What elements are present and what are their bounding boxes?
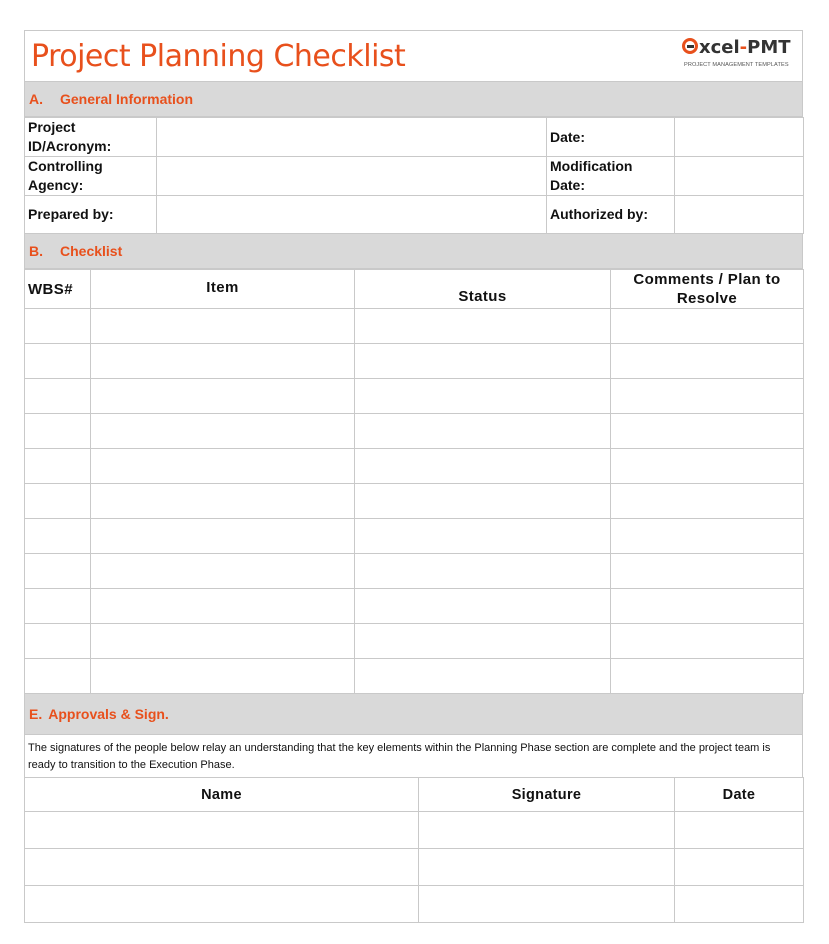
checklist-row	[25, 449, 804, 484]
checklist-cell-status[interactable]	[355, 659, 611, 694]
checklist-cell-wbs[interactable]	[25, 309, 91, 344]
title-row	[24, 30, 803, 82]
checklist-cell-status[interactable]	[355, 449, 611, 484]
checklist-cell-wbs[interactable]	[25, 589, 91, 624]
checklist-sheet	[24, 30, 803, 923]
info-label-authorized-by: Authorized by:	[547, 196, 675, 234]
approvals-description: The signatures of the people below relay an understanding that the key elements within the Planning Phase section are complete and the project team is ready to transition to the Execution Phase.	[24, 735, 803, 777]
checklist-cell-item[interactable]	[91, 344, 355, 379]
info-label-prepared-by: Prepared by:	[25, 196, 157, 234]
signature-row	[25, 849, 804, 886]
signature-cell-name[interactable]	[25, 886, 419, 923]
checklist-row	[25, 519, 804, 554]
checklist-cell-status[interactable]	[355, 309, 611, 344]
checklist-cell-comments[interactable]	[611, 624, 804, 659]
checklist-cell-status[interactable]	[355, 379, 611, 414]
checklist-cell-wbs[interactable]	[25, 519, 91, 554]
checklist-row	[25, 659, 804, 694]
section-heading: Approvals & Sign.	[48, 706, 169, 722]
info-field-project-id[interactable]	[157, 118, 547, 157]
checklist-cell-item[interactable]	[91, 414, 355, 449]
checklist-cell-comments[interactable]	[611, 589, 804, 624]
info-field-controlling-agency[interactable]	[157, 157, 547, 196]
signature-cell-date[interactable]	[675, 812, 804, 849]
info-field-date[interactable]	[675, 118, 804, 157]
checklist-cell-wbs[interactable]	[25, 449, 91, 484]
info-field-modification-date[interactable]	[675, 157, 804, 196]
checklist-cell-status[interactable]	[355, 624, 611, 659]
section-letter: E.	[29, 706, 43, 722]
checklist-cell-wbs[interactable]	[25, 484, 91, 519]
signature-cell-date[interactable]	[675, 849, 804, 886]
info-row	[25, 196, 804, 234]
checklist-cell-comments[interactable]	[611, 659, 804, 694]
column-header-item: Item	[91, 270, 355, 309]
checklist-header-row	[25, 270, 804, 309]
signature-body	[25, 812, 804, 923]
signature-row	[25, 812, 804, 849]
checklist-row	[25, 624, 804, 659]
general-information-table	[24, 117, 804, 234]
checklist-cell-comments[interactable]	[611, 554, 804, 589]
section-letter: A.	[29, 91, 43, 107]
checklist-cell-status[interactable]	[355, 554, 611, 589]
signature-cell-signature[interactable]	[419, 849, 675, 886]
section-heading: General Information	[60, 91, 194, 107]
logo-tagline: PROJECT MANAGEMENT TEMPLATES	[684, 62, 789, 68]
section-letter: B.	[29, 243, 43, 259]
info-row	[25, 118, 804, 157]
signature-header-row	[25, 778, 804, 812]
info-field-prepared-by[interactable]	[157, 196, 547, 234]
checklist-cell-item[interactable]	[91, 589, 355, 624]
checklist-cell-item[interactable]	[91, 624, 355, 659]
checklist-cell-wbs[interactable]	[25, 659, 91, 694]
logo-wordmark: xcel-PMT	[682, 37, 791, 58]
checklist-cell-comments[interactable]	[611, 519, 804, 554]
signature-cell-signature[interactable]	[419, 812, 675, 849]
checklist-cell-item[interactable]	[91, 554, 355, 589]
checklist-cell-status[interactable]	[355, 344, 611, 379]
checklist-row	[25, 589, 804, 624]
section-general-information-header	[24, 82, 803, 117]
signature-cell-name[interactable]	[25, 812, 419, 849]
checklist-cell-item[interactable]	[91, 309, 355, 344]
column-header-comments: Comments / Plan to Resolve	[611, 270, 804, 309]
column-header-wbs: WBS#	[25, 270, 91, 309]
checklist-cell-status[interactable]	[355, 519, 611, 554]
checklist-cell-comments[interactable]	[611, 414, 804, 449]
checklist-cell-comments[interactable]	[611, 309, 804, 344]
checklist-row	[25, 484, 804, 519]
info-label-date: Date:	[547, 118, 675, 157]
info-row	[25, 157, 804, 196]
signature-cell-date[interactable]	[675, 886, 804, 923]
checklist-cell-wbs[interactable]	[25, 414, 91, 449]
checklist-cell-comments[interactable]	[611, 379, 804, 414]
section-heading: Checklist	[60, 243, 123, 259]
checklist-cell-item[interactable]	[91, 659, 355, 694]
checklist-cell-status[interactable]	[355, 414, 611, 449]
checklist-cell-wbs[interactable]	[25, 344, 91, 379]
checklist-cell-item[interactable]	[91, 519, 355, 554]
checklist-cell-item[interactable]	[91, 484, 355, 519]
checklist-row	[25, 379, 804, 414]
column-header-signature: Signature	[419, 778, 675, 812]
logo-e-icon	[682, 38, 698, 54]
checklist-row	[25, 309, 804, 344]
signature-cell-name[interactable]	[25, 849, 419, 886]
checklist-cell-comments[interactable]	[611, 449, 804, 484]
checklist-cell-status[interactable]	[355, 589, 611, 624]
checklist-cell-wbs[interactable]	[25, 624, 91, 659]
checklist-cell-item[interactable]	[91, 379, 355, 414]
page-title: Project Planning Checklist	[31, 39, 406, 74]
checklist-cell-item[interactable]	[91, 449, 355, 484]
signature-cell-signature[interactable]	[419, 886, 675, 923]
info-label-modification-date: Modification Date:	[547, 157, 675, 196]
brand-logo	[682, 37, 792, 71]
checklist-cell-status[interactable]	[355, 484, 611, 519]
checklist-row	[25, 344, 804, 379]
checklist-row	[25, 554, 804, 589]
column-header-date: Date	[675, 778, 804, 812]
section-approvals-header	[24, 694, 803, 735]
checklist-body	[25, 309, 804, 694]
checklist-cell-wbs[interactable]	[25, 379, 91, 414]
signature-table	[24, 777, 804, 923]
column-header-name: Name	[25, 778, 419, 812]
info-label-controlling-agency: Controlling Agency:	[25, 157, 157, 196]
info-field-authorized-by[interactable]	[675, 196, 804, 234]
signature-row	[25, 886, 804, 923]
checklist-cell-wbs[interactable]	[25, 554, 91, 589]
column-header-status: Status	[355, 270, 611, 309]
info-label-project-id: Project ID/Acronym:	[25, 118, 157, 157]
section-checklist-header	[24, 234, 803, 269]
checklist-cell-comments[interactable]	[611, 484, 804, 519]
checklist-table	[24, 269, 804, 694]
checklist-row	[25, 414, 804, 449]
checklist-cell-comments[interactable]	[611, 344, 804, 379]
